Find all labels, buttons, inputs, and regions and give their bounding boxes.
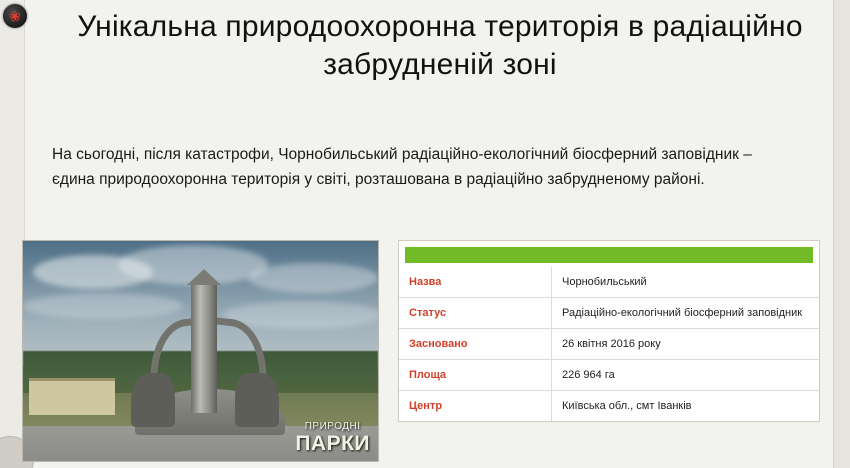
photo-building bbox=[29, 378, 115, 415]
info-table bbox=[399, 267, 819, 421]
right-edge-strip bbox=[833, 0, 850, 468]
page-title: Унікальна природоохоронна територія в радіаційно забрудненій зоні bbox=[77, 10, 803, 82]
table-row bbox=[399, 298, 819, 329]
table-cell-value: Чорнобильський bbox=[562, 276, 647, 288]
monument-left-sculpture bbox=[131, 373, 175, 427]
table-cell-key: Площа bbox=[399, 360, 552, 391]
table-cell-value: Радіаційно-екологічний біосферний заповідник bbox=[562, 307, 803, 319]
photo-caption-big: ПАРКИ bbox=[295, 431, 370, 455]
flame-glyph: ❀ bbox=[8, 7, 22, 25]
app-logo-icon[interactable] bbox=[3, 4, 27, 28]
photo-caption-small: ПРИРОДНІ bbox=[304, 421, 361, 433]
monument-photo bbox=[22, 240, 379, 462]
cloud-shape bbox=[118, 245, 268, 285]
info-table-panel bbox=[398, 240, 820, 422]
cloud-shape bbox=[23, 293, 183, 319]
info-table-body bbox=[399, 267, 819, 421]
table-cell-key: Центр bbox=[399, 391, 552, 422]
table-accent-bar bbox=[405, 247, 813, 263]
table-cell-key: Статус bbox=[399, 298, 552, 329]
table-cell-value: 26 квітня 2016 року bbox=[562, 338, 661, 350]
table-cell-key: Назва bbox=[399, 267, 552, 298]
table-row bbox=[399, 360, 819, 391]
table-cell-value: 226 964 га bbox=[562, 369, 615, 381]
table-row bbox=[399, 329, 819, 360]
table-row bbox=[399, 267, 819, 298]
photo-caption bbox=[295, 422, 370, 455]
table-cell-key: Засновано bbox=[399, 329, 552, 360]
monument-column bbox=[191, 281, 217, 413]
table-row bbox=[399, 391, 819, 422]
body-paragraph: На сьогодні, після катастрофи, Чорнобильський радіаційно-екологічний біосферний заповідник – єдина природоохоронна територія у світі, розташована в радіаційно забрудненому районі. bbox=[52, 146, 752, 189]
table-cell-value: Київська обл., смт Іванків bbox=[562, 400, 692, 412]
cloud-shape bbox=[248, 263, 378, 293]
monument-right-sculpture bbox=[235, 373, 279, 427]
